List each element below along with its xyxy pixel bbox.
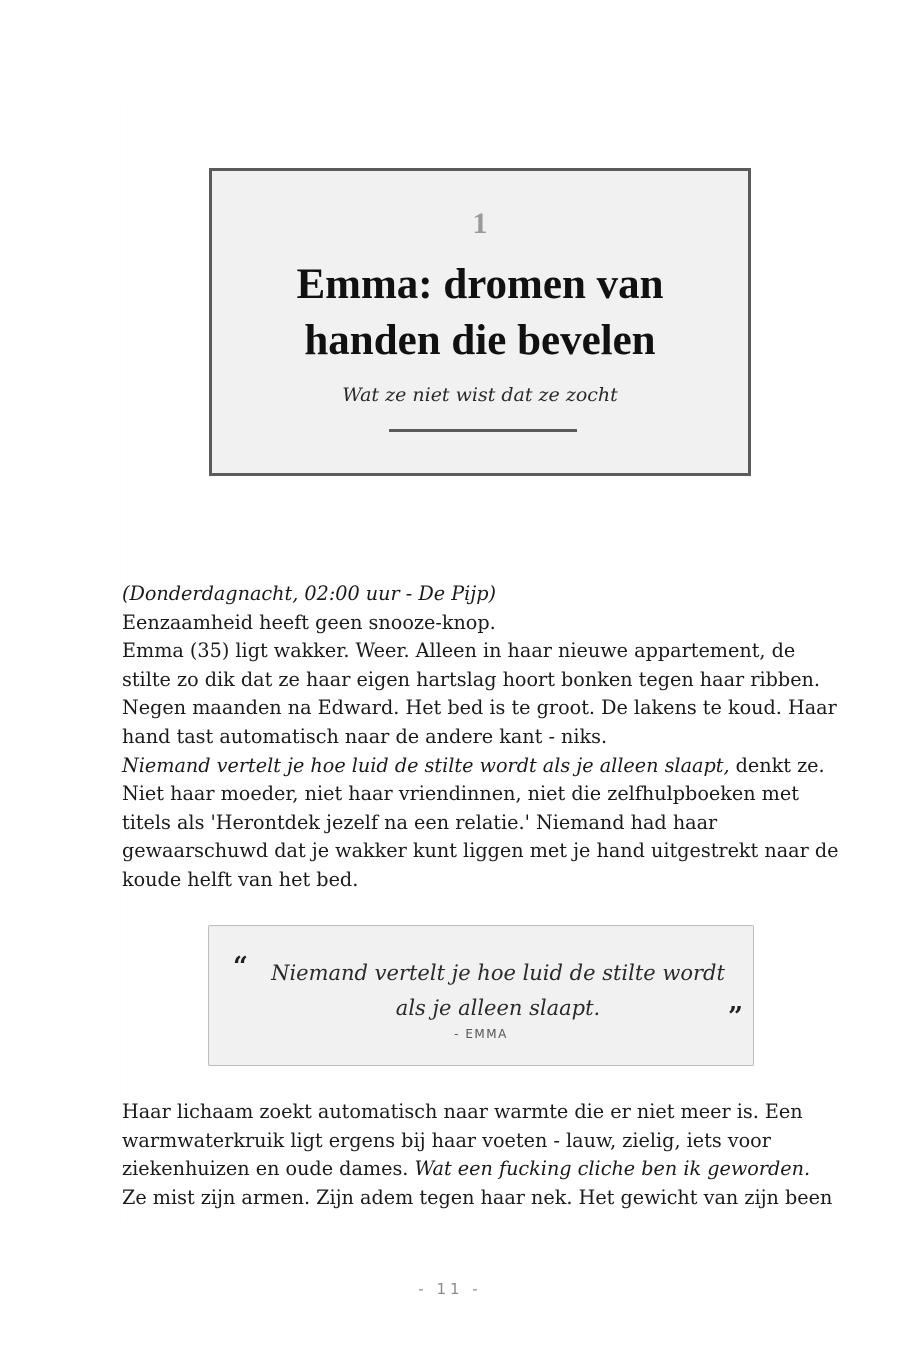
chapter-divider bbox=[389, 429, 577, 432]
body-text-1 bbox=[122, 580, 840, 895]
paragraph-1: Emma (35) ligt wakker. Weer. Alleen in haar nieuwe appartement, de stilte zo dik dat ze haar eigen hartslag hoort bonken tegen haar ribben. Negen maanden na Edward. Het bed is te groot. De lakens te koud. Haar hand tast automatisch naar de andere kant - niks. bbox=[122, 639, 837, 748]
pull-quote bbox=[208, 925, 754, 1066]
paragraph-3-part-1: Haar lichaam zoekt automatisch naar warmte die er niet meer is. Een warmwaterkruik ligt ergens bij haar voeten - lauw, zielig, iets voor ziekenhuizen en oude dames. bbox=[122, 1100, 803, 1181]
scene-heading: (Donderdagnacht, 02:00 uur - De Pijp) bbox=[122, 582, 496, 605]
paragraph-3-italic: Wat een fucking cliche ben ik geworden. bbox=[414, 1157, 811, 1181]
close-quote-icon: ” bbox=[728, 1002, 743, 1032]
chapter-header-box bbox=[209, 168, 751, 476]
open-quote-icon: “ bbox=[233, 952, 248, 982]
pull-quote-text: Niemand vertelt je hoe luid de stilte wordt als je alleen slaapt. bbox=[271, 961, 725, 1020]
opening-line: Eenzaamheid heeft geen snooze-knop. bbox=[122, 610, 496, 634]
chapter-title: Emma: dromen van handen die bevelen bbox=[296, 261, 664, 364]
chapter-subtitle: Wat ze niet wist dat ze zocht bbox=[342, 384, 618, 406]
page-number: - 11 - bbox=[418, 1280, 482, 1298]
chapter-number: 1 bbox=[472, 207, 488, 240]
body-text-2 bbox=[122, 1098, 840, 1212]
inner-thought: Niemand vertelt je hoe luid de stilte wordt als je alleen slaapt, bbox=[122, 753, 730, 777]
paragraph-3 bbox=[122, 1098, 840, 1212]
paragraph-3-part-3: Ze mist zijn armen. Zijn adem tegen haar nek. Het gewicht van zijn been bbox=[122, 1185, 833, 1209]
pull-quote-attribution: - EMMA bbox=[454, 1027, 508, 1041]
paragraph-2 bbox=[122, 752, 840, 895]
paragraph-2-text: denkt ze. Niet haar moeder, niet haar vriendinnen, niet die zelfhulpboeken met titels als 'Herontdek jezelf na een relatie.' Niemand had haar gewaarschuwd dat je wakker kunt liggen met je hand uitgestrekt naar de koude helft van het bed. bbox=[122, 753, 839, 891]
